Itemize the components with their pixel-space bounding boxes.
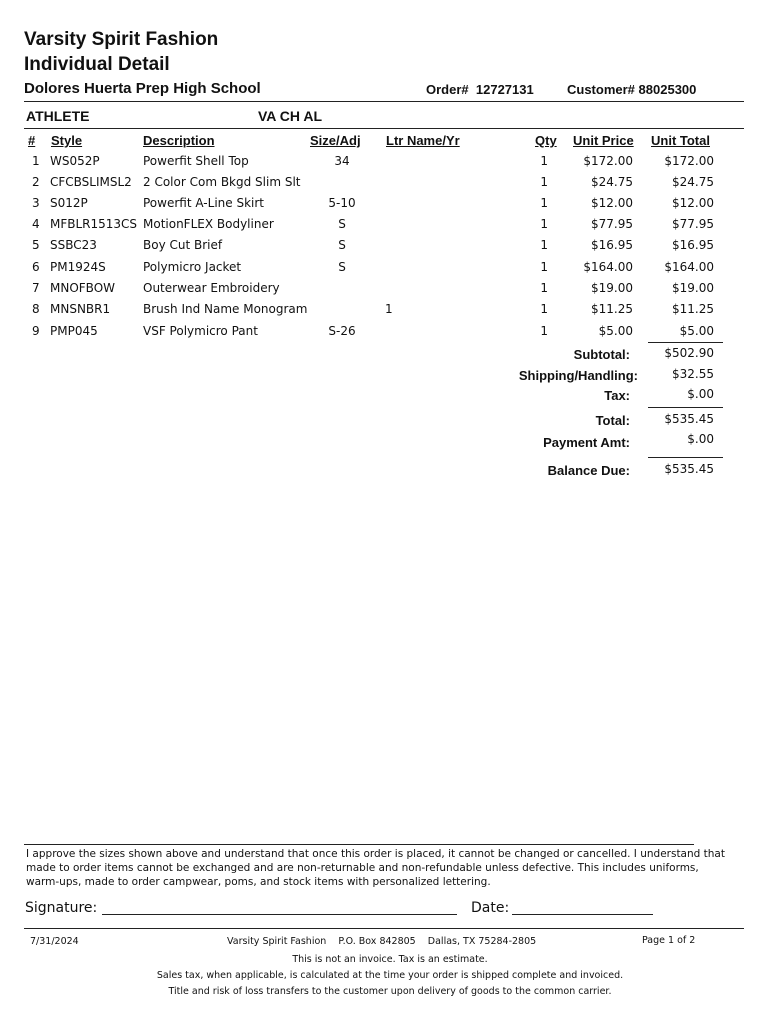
row-unit-total: $16.95 xyxy=(672,238,714,252)
page-number: Page 1 of 2 xyxy=(642,935,696,946)
row-unit-price: $11.25 xyxy=(591,302,633,316)
balance-divider xyxy=(648,457,723,458)
table-row xyxy=(24,154,770,172)
athlete-name: VA CH AL xyxy=(258,108,323,124)
col-unit-price: Unit Price xyxy=(573,133,634,148)
row-unit-total: $19.00 xyxy=(672,281,714,295)
row-ltr: 1 xyxy=(385,302,393,316)
col-num: # xyxy=(28,133,36,148)
approval-text-line-3: warm-ups, made to order campwear, poms, and stock items with personalized lettering. xyxy=(26,876,491,888)
athlete-label: ATHLETE xyxy=(26,108,90,124)
row-unit-price: $172.00 xyxy=(583,154,633,168)
footer-note-3: Title and risk of loss transfers to the customer upon delivery of goods to the common carrier. xyxy=(168,986,612,997)
row-num: 3 xyxy=(32,196,40,210)
row-style: PM1924S xyxy=(50,260,106,274)
row-num: 6 xyxy=(32,260,40,274)
row-style: CFCBSLIMSL2 xyxy=(50,175,132,189)
row-num: 9 xyxy=(32,324,40,338)
col-unit-total: Unit Total xyxy=(651,133,710,148)
order-number: 12727131 xyxy=(475,82,534,97)
row-unit-total: $24.75 xyxy=(672,175,714,189)
total-value: $535.45 xyxy=(664,412,714,426)
signature-label: Signature: xyxy=(25,900,98,916)
row-qty: 1 xyxy=(540,175,548,189)
row-description: Outerwear Embroidery xyxy=(143,281,280,295)
table-row xyxy=(24,302,770,320)
table-row xyxy=(24,281,770,299)
row-unit-price: $19.00 xyxy=(591,281,633,295)
row-num: 8 xyxy=(32,302,40,316)
row-unit-total: $12.00 xyxy=(672,196,714,210)
row-qty: 1 xyxy=(540,281,548,295)
signature-line[interactable] xyxy=(102,914,457,915)
row-style: MNSNBR1 xyxy=(50,302,111,316)
row-qty: 1 xyxy=(540,260,548,274)
report-title: Individual Detail xyxy=(24,54,170,75)
order-label: Order# xyxy=(426,82,469,97)
row-description: 2 Color Com Bkgd Slim Slt xyxy=(143,175,301,189)
row-style: SSBC23 xyxy=(50,238,97,252)
payment-label: Payment Amt: xyxy=(543,435,630,450)
footer-divider xyxy=(24,928,744,929)
customer-info xyxy=(567,82,696,97)
table-row xyxy=(24,238,770,256)
row-size: 5-10 xyxy=(328,196,356,210)
payment-value: $.00 xyxy=(687,432,714,446)
company-name: Varsity Spirit Fashion xyxy=(24,29,219,50)
row-description: VSF Polymicro Pant xyxy=(143,324,258,338)
col-description: Description xyxy=(143,133,215,148)
row-size: S xyxy=(338,238,346,252)
table-row xyxy=(24,175,770,193)
row-num: 7 xyxy=(32,281,40,295)
row-unit-price: $16.95 xyxy=(591,238,633,252)
row-size: S xyxy=(338,260,346,274)
tax-label: Tax: xyxy=(604,388,630,403)
tax-value: $.00 xyxy=(687,387,714,401)
row-style: S012P xyxy=(50,196,88,210)
customer-label: Customer# xyxy=(567,82,635,97)
subtotal-divider xyxy=(648,342,723,343)
row-unit-total: $77.95 xyxy=(672,217,714,231)
row-style: MFBLR1513CS xyxy=(50,217,138,231)
shipping-value: $32.55 xyxy=(672,367,714,381)
col-style: Style xyxy=(51,133,83,148)
row-description: MotionFLEX Bodyliner xyxy=(143,217,274,231)
row-unit-price: $164.00 xyxy=(583,260,633,274)
footer-address: Varsity Spirit Fashion P.O. Box 842805 Dallas, TX 75284-2805 xyxy=(227,936,537,947)
row-qty: 1 xyxy=(540,196,548,210)
row-num: 1 xyxy=(32,154,40,168)
row-description: Polymicro Jacket xyxy=(143,260,242,274)
col-ltr: Ltr Name/Yr xyxy=(386,133,460,148)
shipping-label: Shipping/Handling: xyxy=(518,368,638,383)
athlete-divider xyxy=(24,128,744,129)
customer-number: 88025300 xyxy=(638,82,697,97)
col-qty: Qty xyxy=(535,133,557,148)
row-unit-price: $5.00 xyxy=(598,324,633,338)
row-qty: 1 xyxy=(540,238,548,252)
row-style: PMP045 xyxy=(50,324,98,338)
row-qty: 1 xyxy=(540,302,548,316)
row-size: 34 xyxy=(334,154,350,168)
subtotal-label: Subtotal: xyxy=(573,347,630,362)
row-num: 5 xyxy=(32,238,40,252)
row-size: S xyxy=(338,217,346,231)
row-unit-price: $12.00 xyxy=(591,196,633,210)
subtotal-value: $502.90 xyxy=(664,346,714,360)
row-qty: 1 xyxy=(540,324,548,338)
table-row xyxy=(24,260,770,278)
row-description: Powerfit Shell Top xyxy=(143,154,249,168)
approval-divider xyxy=(24,844,694,845)
date-line[interactable] xyxy=(512,914,653,915)
row-qty: 1 xyxy=(540,154,548,168)
balance-label: Balance Due: xyxy=(547,463,630,478)
row-num: 4 xyxy=(32,217,40,231)
table-row xyxy=(24,217,770,235)
table-row xyxy=(24,196,770,214)
approval-text-line-2: made to order items cannot be exchanged and are non-returnable and non-refundable unless defective. This includes uniforms, xyxy=(26,862,699,874)
row-size: S-26 xyxy=(328,324,356,338)
row-description: Powerfit A-Line Skirt xyxy=(143,196,264,210)
date-label: Date: xyxy=(471,900,510,916)
row-unit-total: $5.00 xyxy=(679,324,714,338)
row-num: 2 xyxy=(32,175,40,189)
header-divider xyxy=(24,101,744,102)
row-unit-total: $164.00 xyxy=(664,260,714,274)
row-style: MNOFBOW xyxy=(50,281,116,295)
row-unit-total: $172.00 xyxy=(664,154,714,168)
total-label: Total: xyxy=(595,413,630,428)
footer-date: 7/31/2024 xyxy=(30,936,79,947)
row-description: Brush Ind Name Monogram xyxy=(143,302,308,316)
row-qty: 1 xyxy=(540,217,548,231)
approval-text-line-1: I approve the sizes shown above and understand that once this order is placed, it cannot be changed or cancelled. I understand that xyxy=(26,848,725,860)
row-unit-price: $77.95 xyxy=(591,217,633,231)
table-row xyxy=(24,324,770,342)
row-description: Boy Cut Brief xyxy=(143,238,223,252)
row-style: WS052P xyxy=(50,154,100,168)
footer-note-2: Sales tax, when applicable, is calculated at the time your order is shipped complete and invoiced. xyxy=(156,970,624,981)
school-name: Dolores Huerta Prep High School xyxy=(24,80,261,97)
row-unit-price: $24.75 xyxy=(591,175,633,189)
col-size: Size/Adj xyxy=(310,133,361,148)
order-info xyxy=(426,82,534,97)
total-divider xyxy=(648,407,723,408)
row-unit-total: $11.25 xyxy=(672,302,714,316)
balance-value: $535.45 xyxy=(664,462,714,476)
footer-note-1: This is not an invoice. Tax is an estimate. xyxy=(292,954,488,965)
